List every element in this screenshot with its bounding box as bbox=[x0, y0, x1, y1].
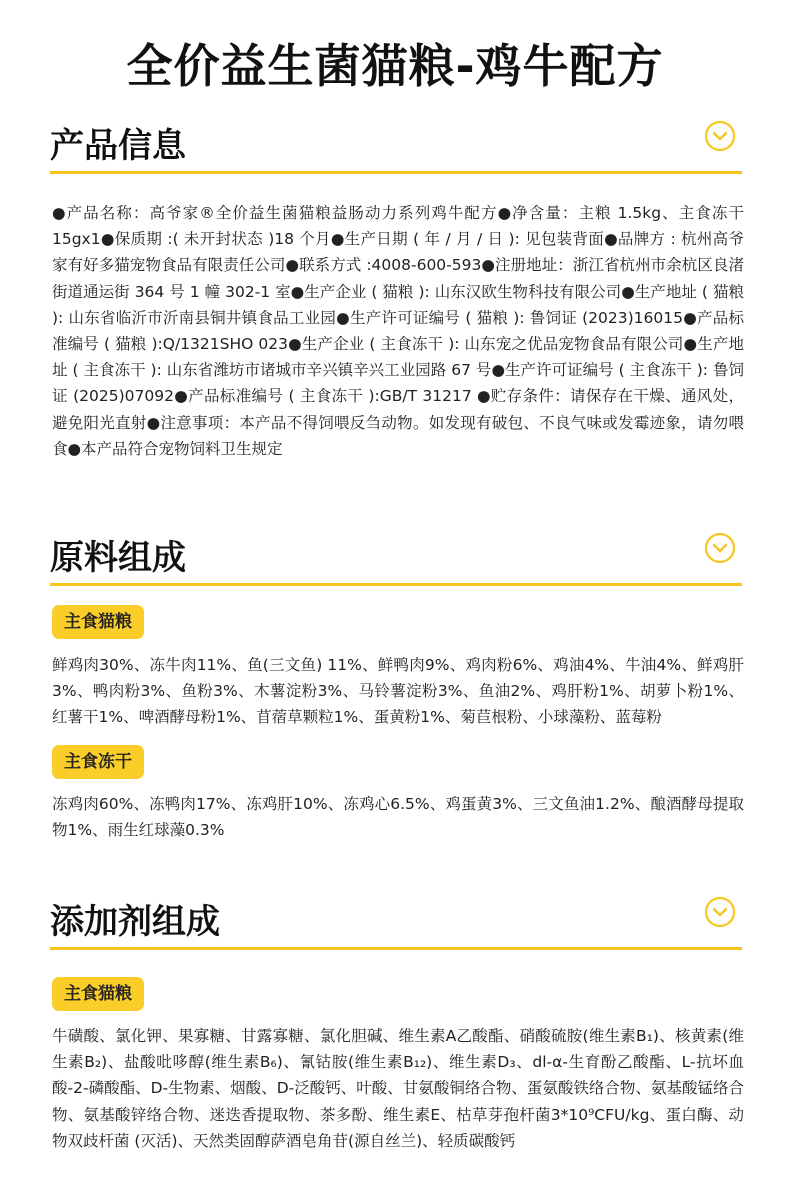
ingredient-group-label: 主食冻干 bbox=[52, 745, 144, 779]
ingredient-group-text: 冻鸡肉60%、冻鸭肉17%、冻鸡肝10%、冻鸡心6.5%、鸡蛋黄3%、三文鱼油1.2%、酿酒酵母提取物1%、雨生红球藻0.3% bbox=[52, 795, 744, 840]
chevron-down-circle-icon[interactable] bbox=[704, 532, 736, 564]
additive-group-text: 牛磺酸、氯化钾、果寡糖、甘露寡糖、氯化胆碱、维生素A乙酸酯、硝酸硫胺(维生素B₁)、核黄素(维生素B₂)、盐酸吡哆醇(维生素B₆)、氰钴胺(维生素B₁₂)、维生素D₃、dl-α-生育酚乙酸酯、L-抗坏血酸-2-磷酸酯、D-生物素、烟酸、D-泛酸钙、叶酸、甘氨酸铜络合物、蛋氨酸铁络合物、氨基酸锰络合物、氨基酸锌络合物、迷迭香提取物、茶多酚、维生素E、枯草芽孢杆菌3*10⁹CFU/kg、蛋白酶、动物双歧杆菌 (灭活)、天然类固醇萨酒皂角苷(源自丝兰)、轻质碳酸钙 bbox=[52, 1027, 744, 1150]
product-info-text: ●产品名称：高爷家®全价益生菌猫粮益肠动力系列鸡牛配方●净含量：主粮 1.5kg、主食冻干 15gx1●保质期 :( 未开封状态 )18 个月●生产日期 ( 年 / 月 / 日 ): 见包装背面●品牌方 : 杭州高爷家有好多猫宠物食品有限责任公司●联系方式 :4008-600-593●注册地址：浙江省杭州市余杭区良渚街道通运街 364 号 1 幢 302-1 室●生产企业 ( 猫粮 ): 山东汉欧生物科技有限公司●生产地址 ( 猫粮 ): 山东省临沂市沂南县铜井镇食品工业园●生产许可证编号 ( 猫粮 ): 鲁饲证 (2023)16015●产品标准编号 ( 猫粮 ):Q/1321SHO 023●生产企业 ( 主食冻干 ): 山东宠之优品宠物食品有限公司●生产地址 ( 主食冻干 ): 山东省潍坊市诸城市辛兴镇辛兴工业园路 67 号●生产许可证编号 ( 主食冻干 ): 鲁饲证 (2025)07092●产品标准编号 ( 主食冻干 ):GB/T 31217 ●贮存条件：请保存在干燥、通风处，避免阳光直射●注意事项：本产品不得饲喂反刍动物。如发现有破包、不良气味或发霉迹象，请勿喂食●本产品符合宠物饲料卫生规定 bbox=[52, 204, 744, 458]
page-title: 全价益生菌猫粮-鸡牛配方 bbox=[126, 39, 664, 93]
chevron-down-circle-icon[interactable] bbox=[704, 120, 736, 152]
section-title: 产品信息 bbox=[50, 126, 186, 166]
ingredient-group-label: 主食猫粮 bbox=[52, 605, 144, 639]
section-divider bbox=[50, 171, 742, 174]
section-divider bbox=[50, 947, 742, 950]
section-header-ingredients[interactable] bbox=[50, 530, 742, 586]
section-title: 添加剂组成 bbox=[50, 902, 220, 942]
additive-group-label: 主食猫粮 bbox=[52, 977, 144, 1011]
chevron-down-circle-icon[interactable] bbox=[704, 896, 736, 928]
section-title: 原料组成 bbox=[50, 538, 186, 578]
ingredient-group-text: 鲜鸡肉30%、冻牛肉11%、鱼(三文鱼) 11%、鲜鸭肉9%、鸡肉粉6%、鸡油4%、牛油4%、鲜鸡肝3%、鸭肉粉3%、鱼粉3%、木薯淀粉3%、马铃薯淀粉3%、鱼油2%、鸡肝粉1%、胡萝卜粉1%、红薯干1%、啤酒酵母粉1%、苜蓿草颗粒1%、蛋黄粉1%、菊苣根粉、小球藻粉、蓝莓粉 bbox=[52, 656, 744, 727]
section-divider bbox=[50, 583, 742, 586]
section-header-additives[interactable] bbox=[50, 894, 742, 950]
section-header-product-info[interactable] bbox=[50, 118, 742, 174]
